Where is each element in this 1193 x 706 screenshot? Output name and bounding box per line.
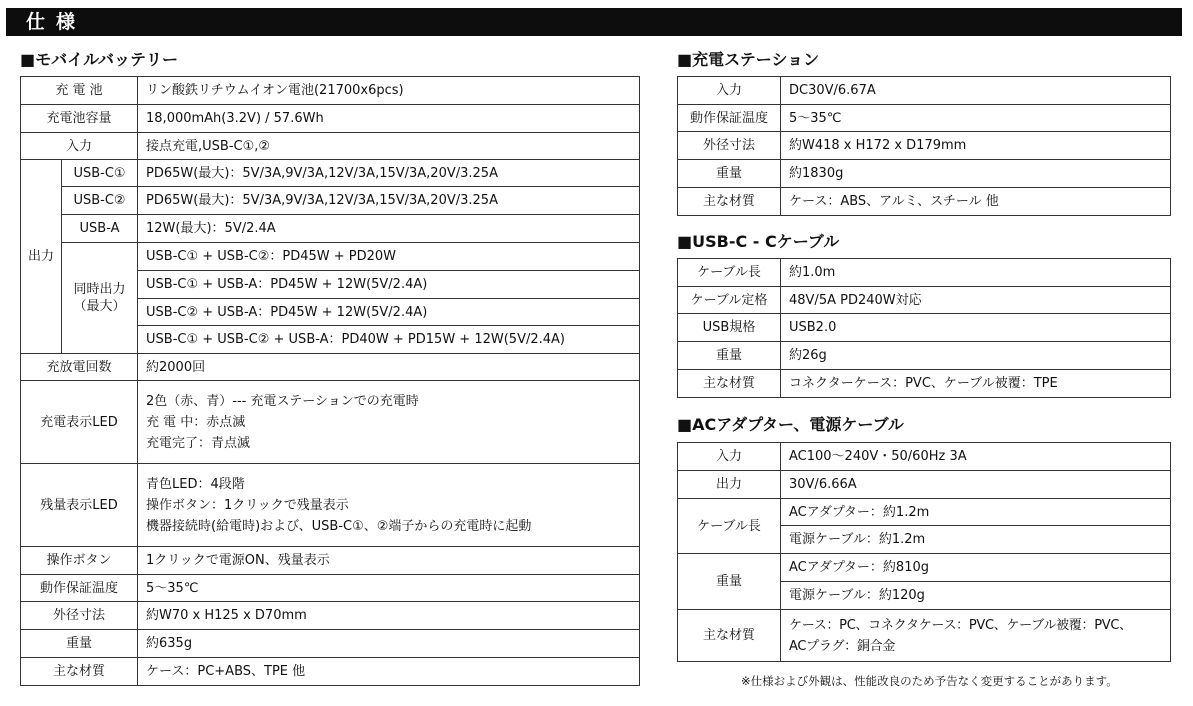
table-row [21, 77, 640, 105]
page-title: 仕様 [26, 11, 87, 33]
row-value: コネクターケース：PVC、ケーブル被覆：TPE [781, 370, 1171, 398]
row-value: 約1830g [781, 160, 1171, 188]
row-label: USB規格 [678, 314, 781, 342]
footnote: ※仕様および外観は、性能改良のため予告なく変更することがあります。 [741, 674, 1118, 688]
battery-section-title: ■モバイルバッテリー [20, 50, 178, 69]
row-value: 48V/5A PD240W対応 [781, 287, 1171, 314]
row-value-simultaneous-3: USB-C② + USB-A：PD45W + 12W(5V/2.4A) [138, 299, 640, 326]
table-row [678, 471, 1171, 499]
table-row [21, 547, 640, 575]
level-led-line2: 操作ボタン：1クリックで残量表示 [146, 497, 349, 513]
row-value: USB2.0 [781, 314, 1171, 342]
row-value-capacity: 18,000mAh(3.2V) / 57.6Wh [138, 105, 640, 133]
row-label: 重量 [678, 160, 781, 188]
table-row [21, 575, 640, 602]
table-row [21, 381, 640, 464]
row-value: DC30V/6.67A [781, 77, 1171, 105]
table-row [21, 215, 640, 243]
table-row [678, 105, 1171, 132]
table-row [678, 287, 1171, 314]
row-label-input: 入力 [21, 133, 138, 160]
row-value-weight-cable: 電源ケーブル：約120g [781, 582, 1171, 610]
row-value: 約W418 x H172 x D179mm [781, 132, 1171, 160]
row-label: 入力 [678, 77, 781, 105]
row-label-capacity: 充電池容量 [21, 105, 138, 133]
table-row [678, 160, 1171, 188]
table-row [21, 243, 640, 271]
row-value: ケース：ABS、アルミ、スチール 他 [781, 188, 1171, 216]
row-value-material [781, 610, 1171, 662]
row-label-level-led: 残量表示LED [21, 464, 138, 547]
adapter-section-title: ■ACアダプター、電源ケーブル [677, 415, 904, 434]
row-label: 重量 [678, 342, 781, 370]
battery-spec-table [20, 76, 640, 686]
table-row [21, 464, 640, 547]
row-value: 約26g [781, 342, 1171, 370]
table-row [21, 602, 640, 630]
level-led-line3: 機器接続時(給電時)および、USB-C①、②端子からの充電時に起動 [146, 518, 532, 534]
row-label-cycles: 充放電回数 [21, 354, 138, 381]
row-value-temperature: 5〜35℃ [138, 575, 640, 602]
row-label-cell: 充 電 池 [21, 77, 138, 105]
row-value-input: 接点充電,USB-C①,② [138, 133, 640, 160]
row-label: 外径寸法 [678, 132, 781, 160]
row-value-usbc1: PD65W(最大)：5V/3A,9V/3A,12V/3A,15V/3A,20V/3.25A [138, 160, 640, 187]
table-row [678, 610, 1171, 662]
table-row [21, 105, 640, 133]
table-row [21, 187, 640, 215]
table-row [21, 133, 640, 160]
header-bar [6, 8, 1182, 36]
material-line1: ケース：PC、コネクタケース：PVC、ケーブル被覆：PVC、 [789, 617, 1132, 633]
row-label: 主な材質 [678, 370, 781, 398]
row-value: 約1.0m [781, 259, 1171, 287]
row-value-length-cable: 電源ケーブル：約1.2m [781, 526, 1171, 554]
row-value-simultaneous-2: USB-C① + USB-A：PD45W + 12W(5V/2.4A) [138, 271, 640, 299]
row-value-level-led [138, 464, 640, 547]
adapter-spec-table [677, 442, 1171, 662]
row-label-material: 主な材質 [678, 610, 781, 662]
table-row [678, 370, 1171, 398]
level-led-line1: 青色LED：4段階 [146, 476, 245, 492]
table-row [678, 342, 1171, 370]
row-value-output: 30V/6.66A [781, 471, 1171, 499]
row-label-weight: 重量 [21, 630, 138, 658]
row-value-weight-adapter: ACアダプター：約810g [781, 554, 1171, 582]
row-label-length: ケーブル長 [678, 499, 781, 554]
table-row [678, 499, 1171, 526]
row-label-output: 出力 [21, 160, 62, 354]
row-value-length-adapter: ACアダプター：約1.2m [781, 499, 1171, 526]
row-value-usba: 12W(最大)：5V/2.4A [138, 215, 640, 243]
row-value-simultaneous-1: USB-C① + USB-C②：PD45W + PD20W [138, 243, 640, 271]
row-value-button: 1クリックで電源ON、残量表示 [138, 547, 640, 575]
charge-led-line2: 充 電 中：赤点滅 [146, 414, 246, 430]
row-label-weight: 重量 [678, 554, 781, 610]
table-row [678, 259, 1171, 287]
row-label-input: 入力 [678, 443, 781, 471]
row-value: 5〜35℃ [781, 105, 1171, 132]
row-label-button: 操作ボタン [21, 547, 138, 575]
row-label-size: 外径寸法 [21, 602, 138, 630]
row-value-cell: リン酸鉄リチウムイオン電池(21700x6pcs) [138, 77, 640, 105]
table-row [21, 658, 640, 686]
row-label-charge-led: 充電表示LED [21, 381, 138, 464]
row-value-input: AC100〜240V・50/60Hz 3A [781, 443, 1171, 471]
row-label-temperature: 動作保証温度 [21, 575, 138, 602]
row-label-output: 出力 [678, 471, 781, 499]
table-row [678, 132, 1171, 160]
row-label-usbc1: USB-C① [62, 160, 138, 187]
simultaneous-label-line2: （最大） [73, 299, 126, 314]
station-section-title: ■充電ステーション [677, 50, 820, 69]
material-line2: ACプラグ：銅合金 [789, 638, 896, 654]
row-label: ケーブル定格 [678, 287, 781, 314]
table-row [678, 314, 1171, 342]
row-value-charge-led [138, 381, 640, 464]
row-label-usbc2: USB-C② [62, 187, 138, 215]
row-label-simultaneous [62, 243, 138, 354]
cable-spec-table [677, 258, 1171, 398]
table-row [678, 443, 1171, 471]
charge-led-line1: 2色（赤、青）--- 充電ステーションでの充電時 [146, 393, 419, 409]
row-label-usba: USB-A [62, 215, 138, 243]
table-row [21, 630, 640, 658]
simultaneous-label-line1: 同時出力 [73, 282, 126, 297]
row-label: ケーブル長 [678, 259, 781, 287]
row-value-material: ケース：PC+ABS、TPE 他 [138, 658, 640, 686]
table-row [678, 554, 1171, 582]
row-value-usbc2: PD65W(最大)：5V/3A,9V/3A,12V/3A,15V/3A,20V/3.25A [138, 187, 640, 215]
row-label-material: 主な材質 [21, 658, 138, 686]
table-row [21, 354, 640, 381]
row-label: 動作保証温度 [678, 105, 781, 132]
table-row [678, 77, 1171, 105]
station-spec-table [677, 76, 1171, 216]
row-value-weight: 約635g [138, 630, 640, 658]
cable-section-title: ■USB-C - Cケーブル [677, 232, 840, 251]
row-value-cycles: 約2000回 [138, 354, 640, 381]
row-label: 主な材質 [678, 188, 781, 216]
table-row [21, 160, 640, 187]
table-row [678, 188, 1171, 216]
charge-led-line3: 充電完了：青点滅 [146, 435, 251, 451]
row-value-size: 約W70 x H125 x D70mm [138, 602, 640, 630]
row-value-simultaneous-4: USB-C① + USB-C② + USB-A：PD40W + PD15W + 12W(5V/2.4A) [138, 326, 640, 354]
